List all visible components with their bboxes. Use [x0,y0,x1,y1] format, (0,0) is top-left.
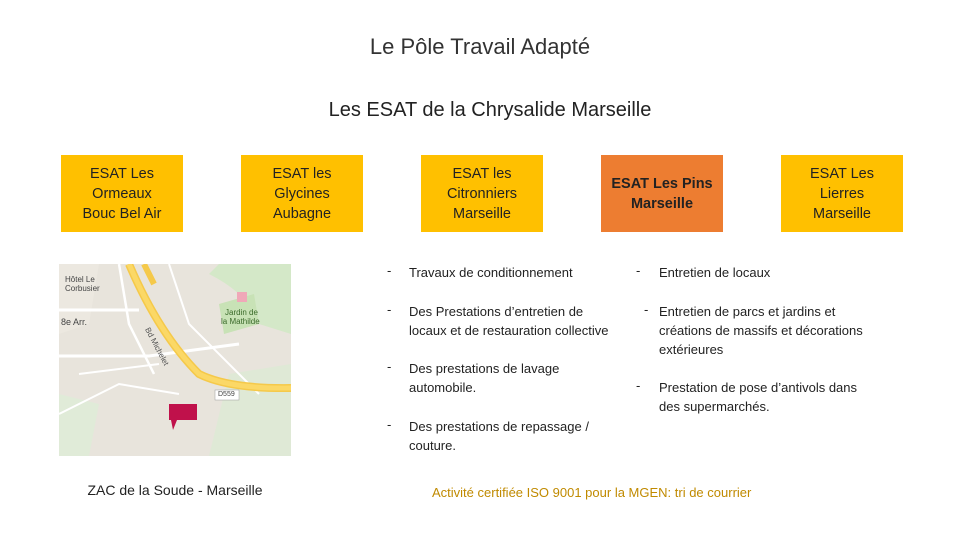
bullet-dash: - [387,359,392,374]
map-label-michelet: Bd Michelet [143,326,171,368]
bullet-dash: - [387,263,392,278]
service-item: Entretien de locaux [659,265,771,280]
page-subtitle: Les ESAT de la Chrysalide Marseille [328,99,652,121]
esat-box-lierres [781,155,903,232]
page-title: Le Pôle Travail Adapté [369,34,591,59]
certification-note: Activité certifiée ISO 9001 pour la MGEN: tri de courrier [432,485,752,500]
service-item [409,302,641,340]
map-label-hotel: Hôtel Le [65,275,95,284]
service-item: Travaux de conditionnement [409,265,573,280]
service-item [409,417,639,455]
map-caption: ZAC de la Soude - Marseille [87,482,263,498]
esat-box-ormeaux [61,155,183,232]
service-item [659,378,919,416]
bullet-dash: - [387,417,392,432]
service-item [409,359,639,397]
map-label-mathilde: la Mathilde [221,317,260,326]
esat-box-label: ESAT les Glycines Aubagne [272,165,332,222]
esat-box-glycines [241,155,363,232]
map-label-arr: 8e Arr. [61,317,88,327]
bullet-dash: - [636,263,641,278]
esat-box-pins [601,155,723,232]
map-label-road: D559 [218,391,235,398]
service-item-text: Des prestations de lavage automobile. [409,361,560,395]
map-label-jardin: Jardin de [225,308,258,317]
service-item [659,302,919,359]
service-item-text: Des prestations de repassage / couture. [409,419,589,453]
bullet-dash: - [644,302,649,317]
esat-box-label: ESAT Les Pins Marseille [611,175,713,212]
bullet-dash: - [387,302,392,317]
bullet-dash: - [636,378,641,393]
esat-box-label: ESAT Les Lierres Marseille [810,165,874,222]
location-map [59,264,291,456]
service-item-text: Des Prestations d’entretien de locaux et de restauration collective [409,304,609,338]
service-item-text: Prestation de pose d’antivols dans des supermarchés. [659,380,858,414]
service-item-text: Entretien de parcs et jardins et créations de massifs et décorations extérieures [659,304,863,357]
esat-box-label: ESAT Les Ormeaux Bouc Bel Air [82,165,162,222]
map-label-corbusier: Corbusier [65,284,100,293]
esat-box-label: ESAT les Citronniers Marseille [446,165,518,222]
esat-box-citronniers [421,155,543,232]
